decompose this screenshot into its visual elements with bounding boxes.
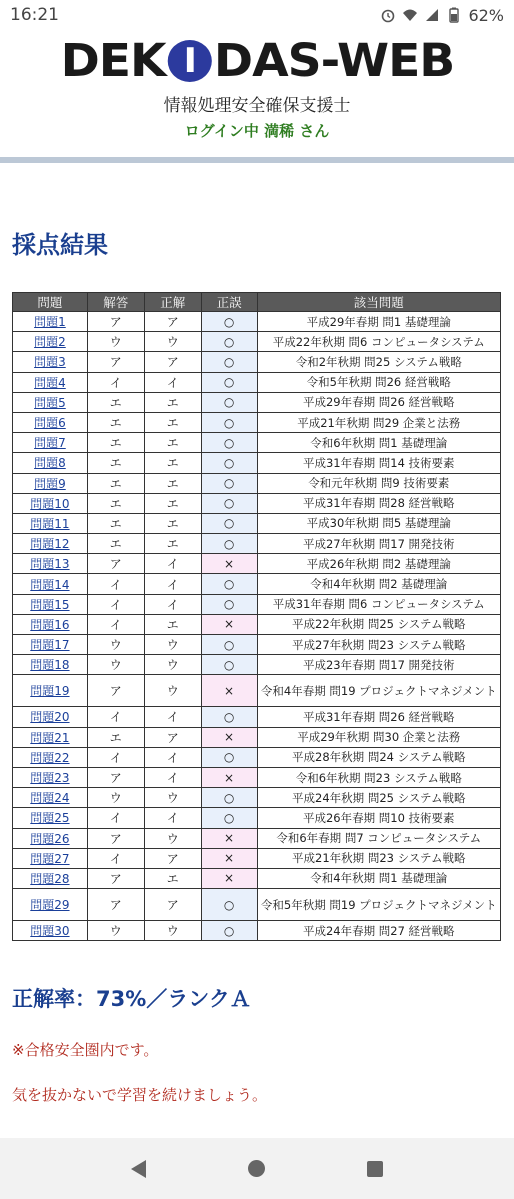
correct-cell: ア [144,889,201,921]
answer-cell: エ [87,727,144,747]
exam-subtitle: 情報処理安全確保支援士 [163,96,351,116]
encourage-note: 気を抜かないで学習を続けましょう。 [12,1086,268,1105]
question-cell [13,655,88,675]
answer-cell: ア [87,889,144,921]
source-cell: 平成27年秋期 問23 システム戦略 [257,635,500,655]
table-row [13,707,501,727]
source-cell: 令和6年春期 問7 コンピュータシステム [257,828,500,848]
mark-cell: ○ [201,574,257,594]
correct-cell: ウ [144,828,201,848]
correct-cell: ア [144,352,201,372]
mark-cell: ○ [201,808,257,828]
question-cell [13,493,88,513]
mark-cell: ○ [201,594,257,614]
answer-cell: イ [87,747,144,767]
correct-cell: エ [144,392,201,412]
answer-cell: ア [87,352,144,372]
question-cell [13,788,88,808]
source-cell: 平成31年春期 問28 経営戦略 [257,493,500,513]
pass-note: ※合格安全圏内です。 [12,1041,159,1060]
question-cell [13,352,88,372]
source-cell: 平成28年秋期 問24 システム戦略 [257,747,500,767]
results-body [13,312,501,941]
correct-cell: ウ [144,332,201,352]
header-correct: 正解 [144,293,201,312]
table-header-row [13,293,501,312]
correct-cell: イ [144,574,201,594]
mark-cell: ○ [201,513,257,533]
results-table [12,292,501,941]
source-cell: 平成23年春期 問17 開発技術 [257,655,500,675]
answer-cell: エ [87,513,144,533]
mark-cell: × [201,767,257,787]
correct-cell: エ [144,513,201,533]
answer-cell: ウ [87,332,144,352]
source-cell: 平成29年秋期 問30 企業と法務 [257,727,500,747]
question-link[interactable]: 問題21 [30,730,70,745]
source-cell: 平成26年秋期 問2 基礎理論 [257,554,500,574]
question-link[interactable]: 問題16 [30,617,70,632]
table-row [13,332,501,352]
page-title: 採点結果 [12,231,108,259]
table-row [13,635,501,655]
question-cell [13,513,88,533]
correct-cell: イ [144,372,201,392]
answer-cell: イ [87,808,144,828]
question-cell [13,747,88,767]
answer-cell: エ [87,412,144,432]
correct-cell: エ [144,534,201,554]
mark-cell: ○ [201,433,257,453]
table-row [13,392,501,412]
mark-cell: ○ [201,534,257,554]
question-link[interactable]: 問題28 [30,871,70,886]
source-cell: 平成24年春期 問27 経営戦略 [257,921,500,941]
answer-cell: エ [87,453,144,473]
table-row [13,767,501,787]
question-link[interactable]: 問題23 [30,771,70,786]
table-row [13,727,501,747]
mark-cell: × [201,727,257,747]
source-cell: 令和4年秋期 問2 基礎理論 [257,574,500,594]
answer-cell: ア [87,554,144,574]
correct-cell: イ [144,808,201,828]
source-cell: 平成21年秋期 問23 システム戦略 [257,848,500,868]
question-link[interactable]: 問題8 [34,456,66,471]
source-cell: 平成31年春期 問26 経営戦略 [257,707,500,727]
source-cell: 平成29年春期 問1 基礎理論 [257,312,500,332]
table-row [13,473,501,493]
question-cell [13,574,88,594]
question-link[interactable]: 問題22 [30,750,70,765]
correct-cell: ウ [144,635,201,655]
mark-cell: ○ [201,412,257,432]
answer-cell: イ [87,594,144,614]
correct-cell: ウ [144,788,201,808]
battery-percent: 62% [468,5,504,25]
source-cell: 平成26年春期 問10 技術要素 [257,808,500,828]
table-row [13,675,501,707]
answer-cell: ウ [87,635,144,655]
correct-cell: エ [144,473,201,493]
header-mark: 正誤 [201,293,257,312]
correct-cell: イ [144,594,201,614]
correct-cell: エ [144,493,201,513]
table-row [13,655,501,675]
question-link[interactable]: 問題5 [34,395,66,410]
score-summary: 正解率：73%／ランクＡ [12,987,251,1012]
question-link[interactable]: 問題19 [30,684,70,699]
question-link[interactable]: 問題3 [34,355,66,370]
table-row [13,747,501,767]
correct-cell: エ [144,614,201,634]
question-link[interactable]: 問題26 [30,831,70,846]
answer-cell: ア [87,828,144,848]
question-link[interactable]: 問題24 [30,791,70,806]
recents-icon[interactable] [367,1161,383,1177]
question-link[interactable]: 問題14 [30,577,70,592]
source-cell: 令和6年秋期 問1 基礎理論 [257,433,500,453]
question-cell [13,889,88,921]
answer-cell: ウ [87,788,144,808]
question-cell [13,312,88,332]
answer-cell: エ [87,392,144,412]
question-link[interactable]: 問題9 [34,476,66,491]
mark-cell: ○ [201,707,257,727]
answer-cell: イ [87,614,144,634]
question-link[interactable]: 問題20 [30,710,70,725]
question-link[interactable]: 問題13 [30,557,70,572]
mark-cell: × [201,675,257,707]
question-link[interactable]: 問題15 [30,597,70,612]
correct-cell: エ [144,433,201,453]
mark-cell: ○ [201,473,257,493]
home-icon[interactable] [248,1160,265,1177]
question-cell [13,372,88,392]
question-cell [13,707,88,727]
question-link[interactable]: 問題18 [30,658,70,673]
table-row [13,433,501,453]
source-cell: 平成31年春期 問14 技術要素 [257,453,500,473]
question-cell [13,727,88,747]
table-row [13,594,501,614]
table-row [13,493,501,513]
question-link[interactable]: 問題12 [30,537,70,552]
question-link[interactable]: 問題30 [30,924,70,939]
status-bar [0,0,514,30]
question-link[interactable]: 問題29 [30,898,70,913]
mark-cell: ○ [201,921,257,941]
question-cell [13,332,88,352]
answer-cell: エ [87,433,144,453]
table-row [13,889,501,921]
answer-cell: イ [87,707,144,727]
table-row [13,868,501,888]
site-logo[interactable] [60,34,454,87]
table-row [13,513,501,533]
source-cell: 令和元年秋期 問9 技術要素 [257,473,500,493]
correct-cell: ウ [144,655,201,675]
mark-cell: ○ [201,493,257,513]
mark-cell: × [201,848,257,868]
logo-text-left: DEK [60,34,166,87]
table-row [13,828,501,848]
question-cell [13,828,88,848]
question-cell [13,808,88,828]
source-cell: 平成24年秋期 問25 システム戦略 [257,788,500,808]
correct-cell: エ [144,453,201,473]
question-cell [13,594,88,614]
question-link[interactable]: 問題10 [30,496,70,511]
android-nav-bar [0,1138,514,1199]
answer-cell: エ [87,473,144,493]
answer-cell: エ [87,493,144,513]
answer-cell: イ [87,372,144,392]
source-cell: 令和4年春期 問19 プロジェクトマネジメント [257,675,500,707]
question-cell [13,473,88,493]
question-cell [13,534,88,554]
source-cell: 平成22年秋期 問6 コンピュータシステム [257,332,500,352]
source-cell: 令和2年秋期 問25 システム戦略 [257,352,500,372]
logo-disk: I [167,40,211,82]
logo-text-right: DAS-WEB [213,34,454,87]
answer-cell: エ [87,534,144,554]
header-source: 該当問題 [257,293,500,312]
mark-cell: × [201,554,257,574]
table-row [13,574,501,594]
answer-cell: ウ [87,921,144,941]
correct-cell: ア [144,848,201,868]
question-cell [13,453,88,473]
correct-cell: ウ [144,921,201,941]
question-link[interactable]: 問題1 [34,315,66,330]
source-cell: 平成27年秋期 問17 開発技術 [257,534,500,554]
question-cell [13,868,88,888]
table-row [13,412,501,432]
source-cell: 平成30年秋期 問5 基礎理論 [257,513,500,533]
question-link[interactable]: 問題17 [30,638,70,653]
table-row [13,534,501,554]
mark-cell: ○ [201,889,257,921]
table-row [13,788,501,808]
answer-cell: ア [87,675,144,707]
answer-cell: ア [87,767,144,787]
question-cell [13,675,88,707]
signal-icon [424,7,440,23]
question-cell [13,554,88,574]
answer-cell: ア [87,312,144,332]
table-row [13,614,501,634]
mark-cell: ○ [201,788,257,808]
correct-cell: ア [144,727,201,747]
header-answer: 解答 [87,293,144,312]
wifi-icon [402,7,418,23]
question-link[interactable]: 問題4 [34,375,66,390]
answer-cell: イ [87,574,144,594]
source-cell: 平成31年春期 問6 コンピュータシステム [257,594,500,614]
question-link[interactable]: 問題2 [34,335,66,350]
mark-cell: × [201,614,257,634]
header-divider [0,157,514,163]
question-cell [13,767,88,787]
question-cell [13,412,88,432]
answer-cell: イ [87,848,144,868]
mark-cell: ○ [201,372,257,392]
mark-cell: ○ [201,312,257,332]
question-cell [13,614,88,634]
question-link[interactable]: 問題27 [30,851,70,866]
battery-icon [446,7,462,23]
question-link[interactable]: 問題11 [30,516,70,531]
correct-cell: イ [144,747,201,767]
mark-cell: ○ [201,635,257,655]
mark-cell: ○ [201,332,257,352]
question-cell [13,635,88,655]
mark-cell: × [201,868,257,888]
question-cell [13,848,88,868]
question-link[interactable]: 問題25 [30,811,70,826]
site-header [0,30,514,141]
table-row [13,848,501,868]
correct-cell: エ [144,868,201,888]
source-cell: 令和5年秋期 問19 プロジェクトマネジメント [257,889,500,921]
source-cell: 平成22年秋期 問25 システム戦略 [257,614,500,634]
mark-cell: ○ [201,655,257,675]
source-cell: 令和5年秋期 問26 経営戦略 [257,372,500,392]
status-time: 16:21 [10,5,59,25]
table-row [13,453,501,473]
alarm-icon [380,7,396,23]
table-row [13,808,501,828]
answer-cell: ア [87,868,144,888]
correct-cell: イ [144,554,201,574]
header-question: 問題 [13,293,88,312]
table-row [13,554,501,574]
table-row [13,372,501,392]
mark-cell: ○ [201,392,257,412]
correct-cell: イ [144,767,201,787]
table-row [13,921,501,941]
source-cell: 令和6年秋期 問23 システム戦略 [257,767,500,787]
login-status: ログイン中 満稀 さん [184,122,330,140]
correct-cell: イ [144,707,201,727]
mark-cell: ○ [201,352,257,372]
answer-cell: ウ [87,655,144,675]
mark-cell: ○ [201,453,257,473]
correct-cell: ウ [144,675,201,707]
question-cell [13,433,88,453]
table-row [13,352,501,372]
source-cell: 平成21年秋期 問29 企業と法務 [257,412,500,432]
correct-cell: ア [144,312,201,332]
question-link[interactable]: 問題6 [34,416,66,431]
mark-cell: ○ [201,747,257,767]
correct-cell: エ [144,412,201,432]
mark-cell: × [201,828,257,848]
source-cell: 令和4年秋期 問1 基礎理論 [257,868,500,888]
question-cell [13,392,88,412]
table-row [13,312,501,332]
back-icon[interactable] [131,1160,146,1178]
question-cell [13,921,88,941]
source-cell: 平成29年春期 問26 経営戦略 [257,392,500,412]
question-link[interactable]: 問題7 [34,436,66,451]
status-icons [380,6,504,25]
